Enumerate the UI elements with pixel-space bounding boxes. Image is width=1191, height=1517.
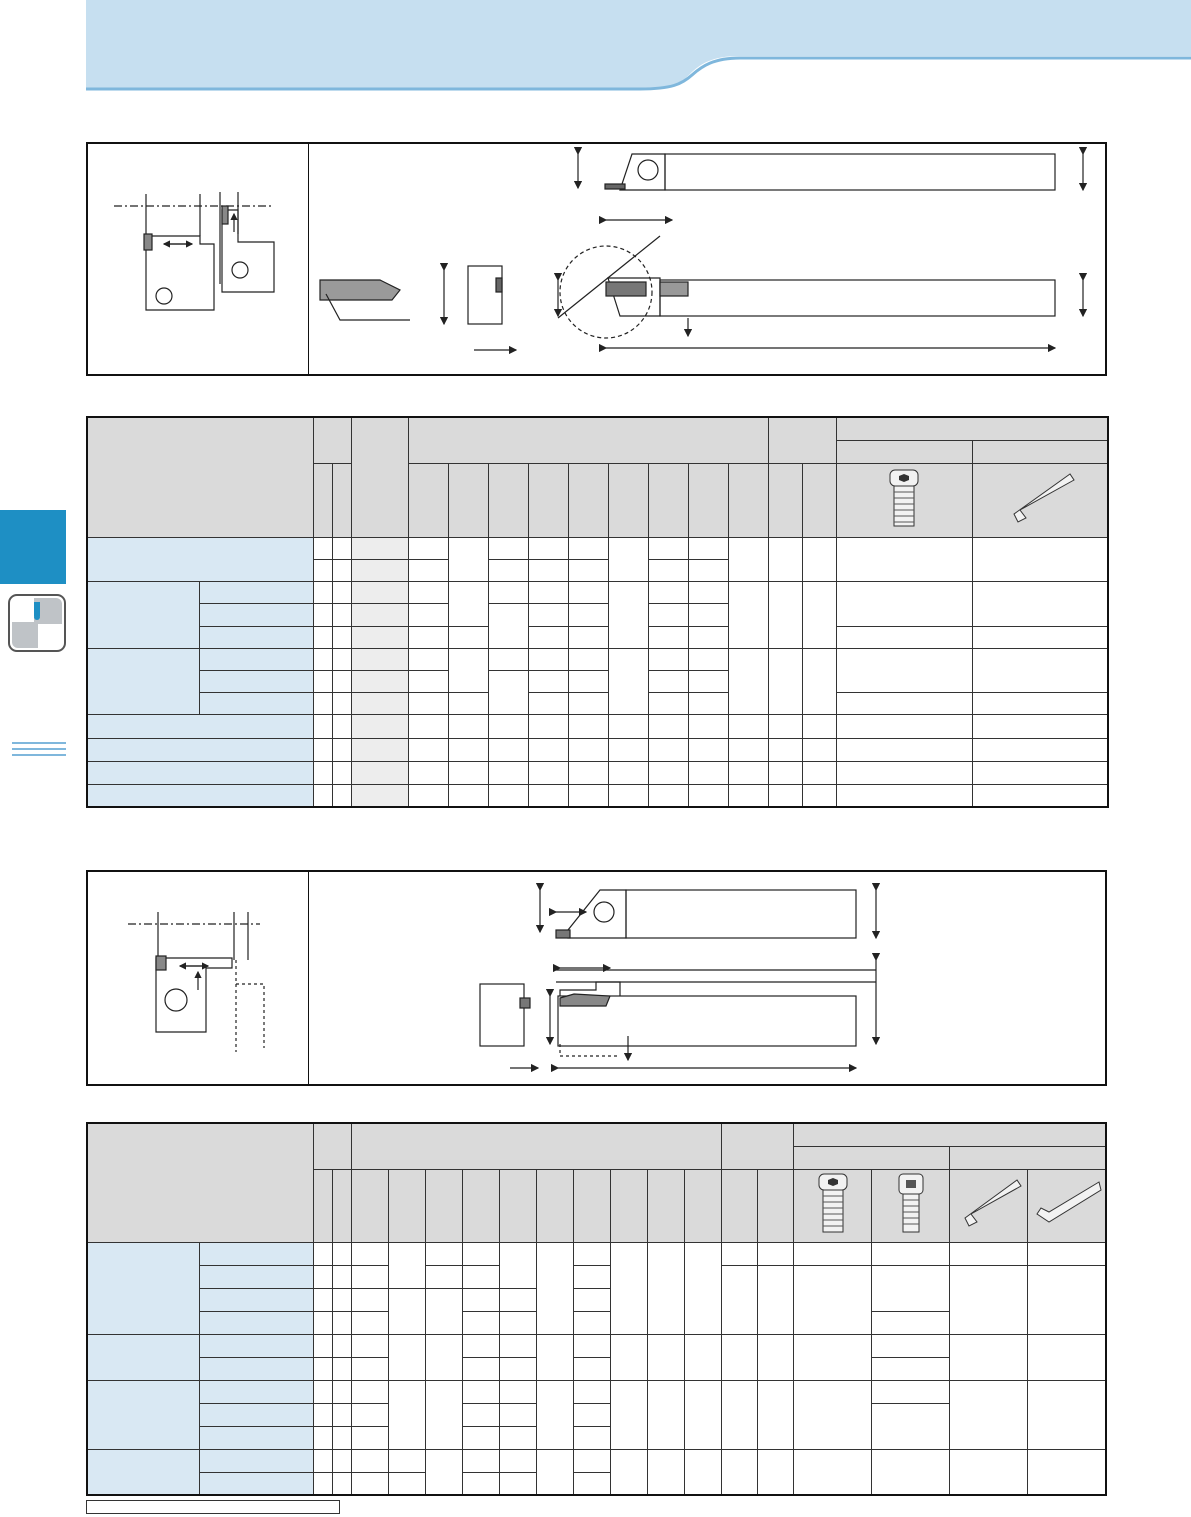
- torx-wrench-icon: [972, 463, 1108, 537]
- spec-table-1: [86, 416, 1109, 808]
- torx-screw-icon: [794, 1169, 872, 1242]
- header-model-cell: [87, 1123, 313, 1242]
- holder-drawing-1: [86, 142, 1107, 376]
- hex-cap-screw-icon: [872, 1169, 950, 1242]
- model-cell: [87, 648, 199, 715]
- header-range-cell: [722, 1123, 794, 1169]
- header-wrenches-cell: [950, 1146, 1106, 1169]
- model-cell: [87, 537, 313, 581]
- holder-dimension-drawing-1: [310, 144, 1105, 374]
- header-wrench-cell: [972, 440, 1108, 463]
- section-lines-decoration: [12, 740, 66, 760]
- model-cell: [87, 1380, 199, 1449]
- holder-dimension-drawing-2: [310, 872, 1105, 1084]
- model-cell: [87, 1242, 199, 1334]
- header-insert-cell: [351, 417, 408, 537]
- torx-wrench-icon: [950, 1169, 1028, 1242]
- header-dimensions-cell: [351, 1123, 721, 1169]
- spec-table-2: [86, 1122, 1107, 1496]
- header-screw-cell: [836, 440, 972, 463]
- category-side-tab[interactable]: [0, 510, 66, 584]
- header-band: [0, 0, 1191, 100]
- model-cell: [87, 1449, 199, 1495]
- hex-wrench-icon: [1028, 1169, 1106, 1242]
- header-spare-parts-cell: [836, 417, 1108, 440]
- grooving-tool-icon: [8, 594, 66, 652]
- header-range-cell: [768, 417, 836, 463]
- application-sketch-2: [88, 872, 308, 1084]
- holder-drawing-2: [86, 870, 1107, 1086]
- header-spare-parts-cell: [794, 1123, 1106, 1146]
- model-cell: [87, 582, 199, 649]
- torx-screw-icon: [836, 463, 972, 537]
- header-model-cell: [87, 417, 313, 537]
- header-screws-cell: [794, 1146, 950, 1169]
- application-sketch-1: [88, 144, 308, 374]
- header-stock-cell: [313, 417, 351, 463]
- header-dimensions-cell: [408, 417, 768, 463]
- model-cell: [87, 1334, 199, 1380]
- header-stock-cell: [313, 1123, 351, 1169]
- footnote-box: [86, 1500, 340, 1514]
